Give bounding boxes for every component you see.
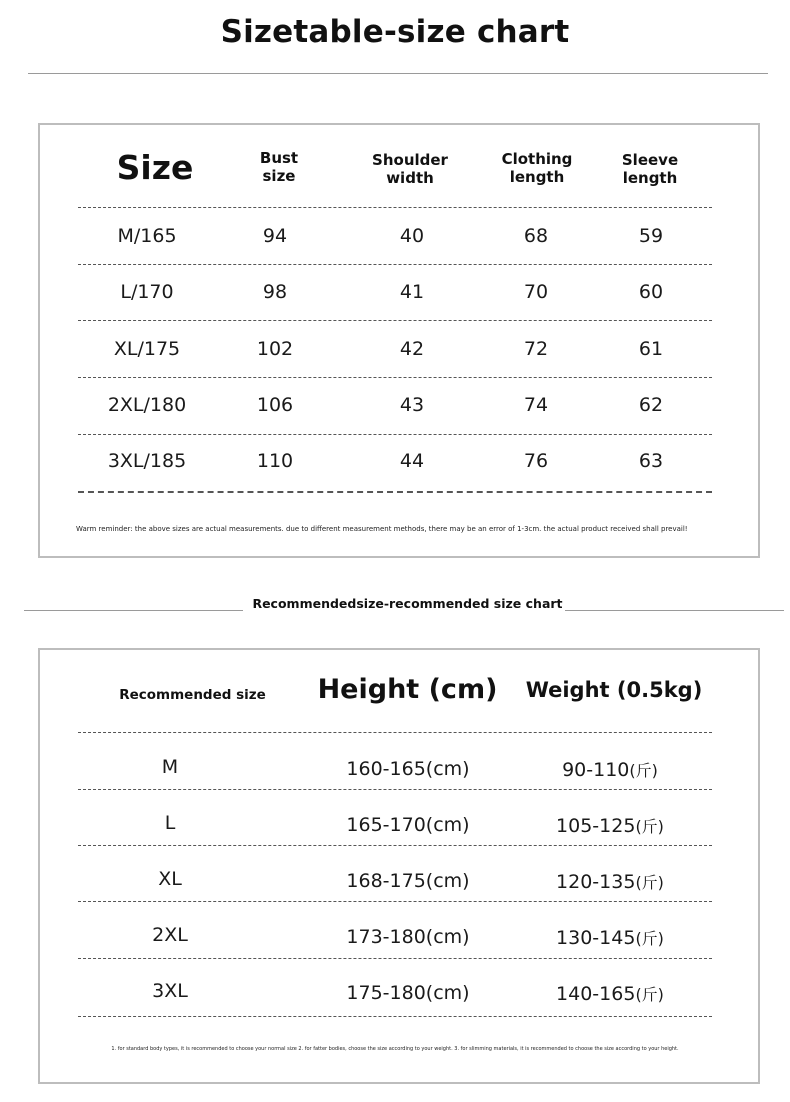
weight-unit: (斤) xyxy=(635,985,664,1004)
sleeve-cell: 63 xyxy=(638,450,664,472)
height-cell: 165-170(cm) xyxy=(346,814,470,836)
weight-unit: (斤) xyxy=(635,817,664,836)
recommended-size-cell: 3XL xyxy=(152,980,188,1002)
row-divider xyxy=(78,207,712,208)
bust-cell: 102 xyxy=(256,338,294,360)
weight-value: 90-110 xyxy=(562,759,630,781)
row-divider xyxy=(78,901,712,902)
shoulder-cell: 42 xyxy=(399,338,425,360)
subtitle-line-left xyxy=(24,610,243,611)
sleeve-cell: 59 xyxy=(638,225,664,247)
weight-cell xyxy=(520,758,700,781)
shoulder-width-header: Shoulder width xyxy=(372,151,448,187)
shoulder-cell: 40 xyxy=(399,225,425,247)
weight-unit: (斤) xyxy=(635,929,664,948)
recommended-size-cell: XL xyxy=(158,868,182,890)
weight-value: 120-135 xyxy=(556,871,636,893)
weight-unit: (斤) xyxy=(635,873,664,892)
size-cell: M/165 xyxy=(117,225,177,247)
weight-cell xyxy=(520,926,700,949)
row-divider xyxy=(78,732,712,733)
page-title: Sizetable-size chart xyxy=(220,14,570,50)
weight-value: 105-125 xyxy=(556,815,636,837)
size-cell: L/170 xyxy=(120,281,174,303)
recommended-table-panel xyxy=(38,648,760,1084)
shoulder-cell: 41 xyxy=(399,281,425,303)
clothing-cell: 76 xyxy=(523,450,549,472)
bust-cell: 110 xyxy=(256,450,294,472)
recommended-size-cell: L xyxy=(164,812,176,834)
bust-cell: 94 xyxy=(262,225,288,247)
clothing-cell: 70 xyxy=(523,281,549,303)
clothing-cell: 68 xyxy=(523,225,549,247)
weight-unit: (斤) xyxy=(629,761,658,780)
weight-cell xyxy=(520,814,700,837)
recommendation-note: 1. for standard body types, it is recommended to choose your normal size 2. for fatter bodies, choose the size according to your weight. 3. for slimming materials, it is recommended to choose the size according to your height. xyxy=(111,1046,679,1052)
bust-size-header: Bust size xyxy=(259,149,299,185)
height-cell: 173-180(cm) xyxy=(346,926,470,948)
bust-cell: 98 xyxy=(262,281,288,303)
row-divider xyxy=(78,264,712,265)
measurement-note: Warm reminder: the above sizes are actual measurements. due to different measurement methods, there may be an error of 1-3cm. the actual product received shall prevail! xyxy=(76,525,688,533)
sleeve-length-header: Sleeve length xyxy=(621,151,679,187)
recommended-size-header: Recommended size xyxy=(119,687,266,703)
sleeve-cell: 60 xyxy=(638,281,664,303)
height-cell: 175-180(cm) xyxy=(346,982,470,1004)
table-bottom-divider xyxy=(78,491,712,493)
recommended-size-cell: 2XL xyxy=(152,924,188,946)
row-divider xyxy=(78,789,712,790)
weight-cell xyxy=(520,870,700,893)
subtitle-line-right xyxy=(565,610,784,611)
clothing-cell: 72 xyxy=(523,338,549,360)
title-divider xyxy=(28,73,768,74)
row-divider xyxy=(78,434,712,435)
bust-cell: 106 xyxy=(256,394,294,416)
shoulder-cell: 43 xyxy=(399,394,425,416)
row-divider xyxy=(78,958,712,959)
sleeve-cell: 62 xyxy=(638,394,664,416)
height-cell: 160-165(cm) xyxy=(346,758,470,780)
size-header: Size xyxy=(116,148,194,187)
size-cell: XL/175 xyxy=(113,338,181,360)
size-cell: 2XL/180 xyxy=(107,394,187,416)
table-bottom-divider xyxy=(78,1016,712,1017)
weight-value: 140-165 xyxy=(556,983,636,1005)
row-divider xyxy=(78,377,712,378)
clothing-cell: 74 xyxy=(523,394,549,416)
height-header: Height (cm) xyxy=(317,674,498,705)
recommended-size-cell: M xyxy=(161,756,179,778)
weight-value: 130-145 xyxy=(556,927,636,949)
size-cell: 3XL/185 xyxy=(107,450,187,472)
weight-cell xyxy=(520,982,700,1005)
clothing-length-header: Clothing length xyxy=(501,150,573,186)
shoulder-cell: 44 xyxy=(399,450,425,472)
weight-header: Weight (0.5kg) xyxy=(525,678,703,702)
height-cell: 168-175(cm) xyxy=(346,870,470,892)
recommended-subtitle: Recommendedsize-recommended size chart xyxy=(252,596,563,611)
row-divider xyxy=(78,845,712,846)
row-divider xyxy=(78,320,712,321)
sleeve-cell: 61 xyxy=(638,338,664,360)
